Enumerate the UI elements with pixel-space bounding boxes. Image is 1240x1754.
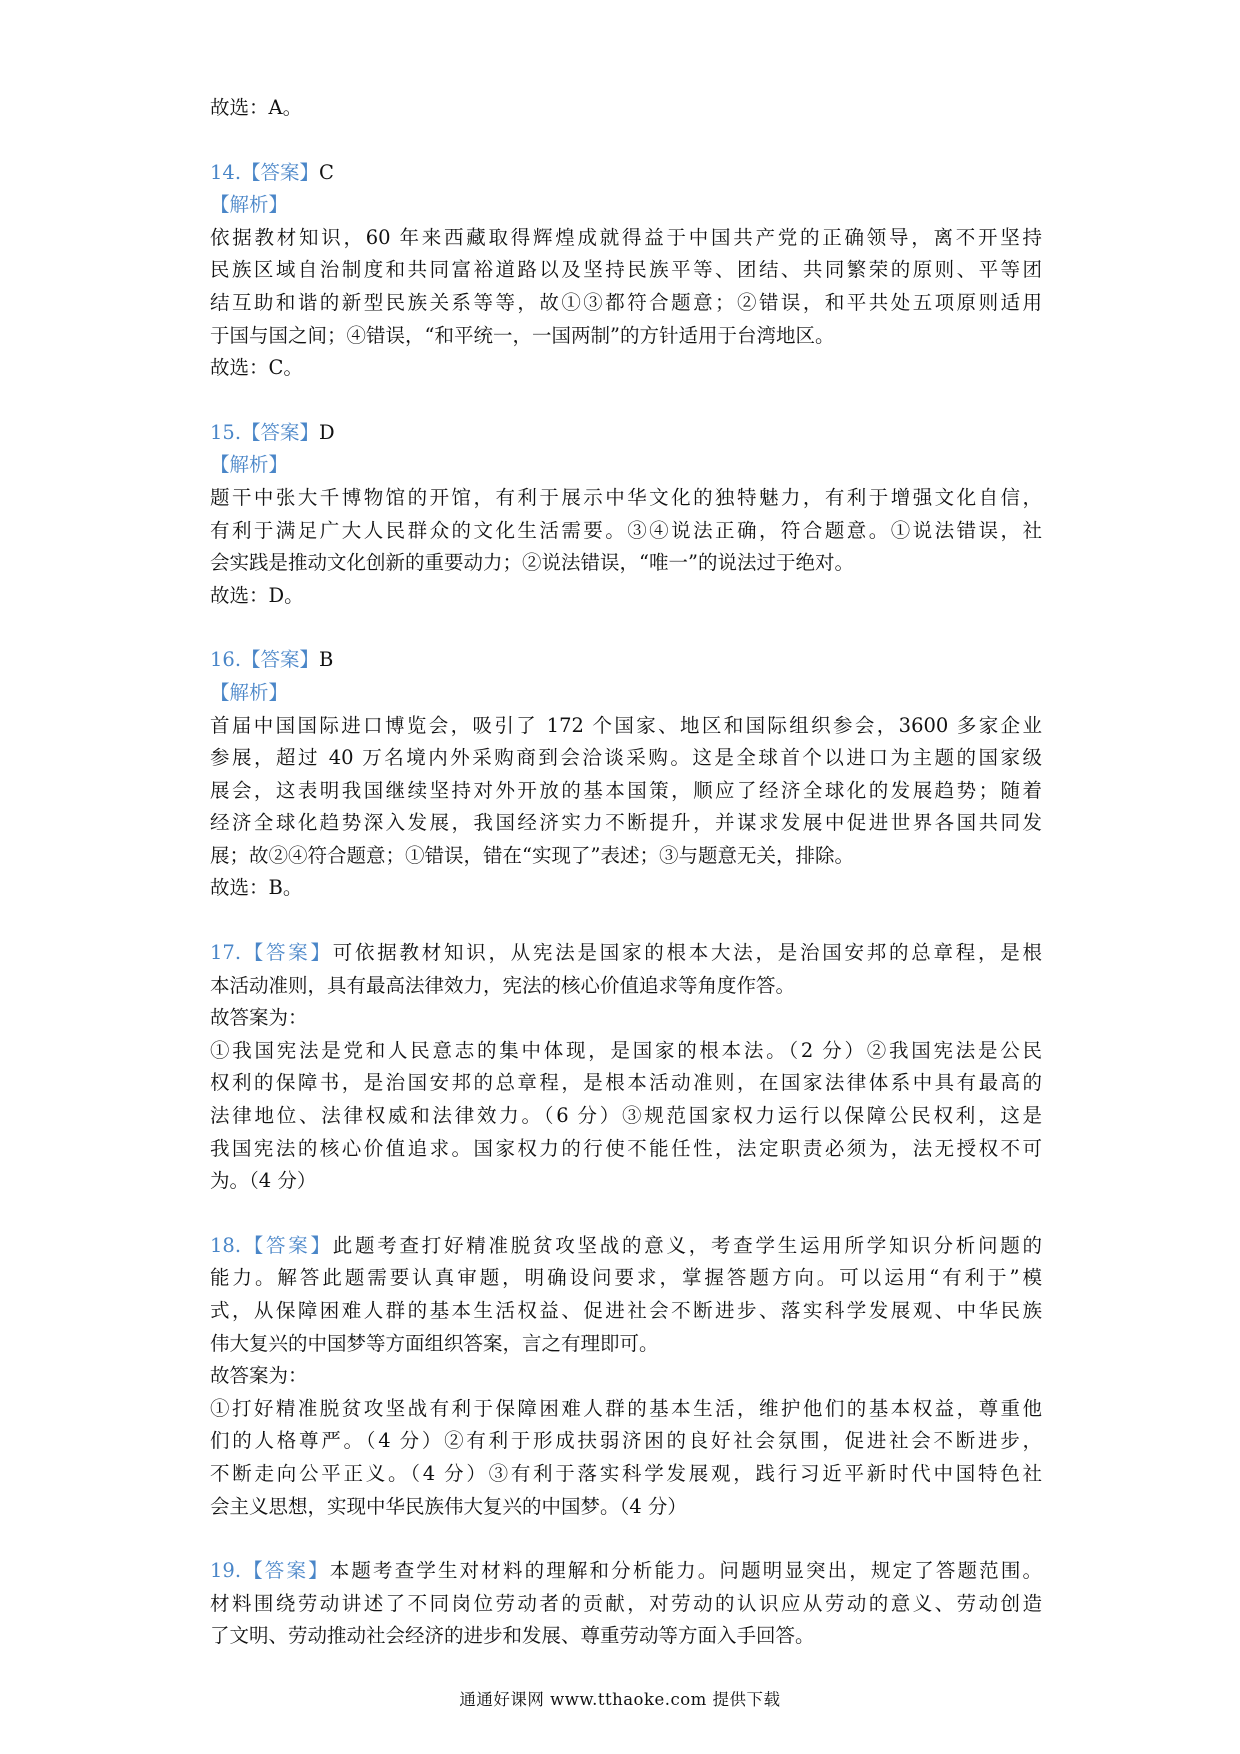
question-15-answer xyxy=(210,417,1042,450)
analysis-tag: 【解析】 xyxy=(210,193,289,217)
text-line: 式，从保障困难人群的基本生活权益、促进社会不断进步、落实科学发展观、中华民族 xyxy=(210,1299,1042,1322)
text-line: 故选：B。 xyxy=(210,876,303,900)
text-line: 参展，超过 40 万名境内外采购商到会洽谈采购。这是全球首个以进口为主题的国家级 xyxy=(210,746,1042,770)
text-line: 故答案为： xyxy=(210,1006,308,1030)
question-number: 17. xyxy=(210,941,242,965)
answer-letter: B xyxy=(319,648,334,672)
text-line: 本活动准则，具有最高法律效力，宪法的核心价值追求等角度作答。 xyxy=(210,973,796,997)
text-line: 会主义思想，实现中华民族伟大复兴的中国梦。（4 分） xyxy=(210,1494,687,1518)
question-number: 15. xyxy=(210,420,242,444)
text-line: 了文明、劳动推动社会经济的进步和发展、尊重劳动等方面入手回答。 xyxy=(210,1624,815,1648)
answer-tag: 【答案】 xyxy=(241,648,320,672)
question-17-answer xyxy=(210,937,1042,970)
text-line: 展会，这表明我国继续坚持对外开放的基本国策，顺应了经济全球化的发展趋势；随着 xyxy=(210,778,1042,802)
question-18-answer xyxy=(210,1230,1042,1263)
text-line: 不断走向公平正义。（4 分）③有利于落实科学发展观，践行习近平新时代中国特色社 xyxy=(210,1461,1042,1485)
answer-letter: D xyxy=(319,420,335,444)
text-line: 首届中国国际进口博览会，吸引了 172 个国家、地区和国际组织参会，3600 多家企业 xyxy=(210,713,1042,737)
answer-tag: 【答案】 xyxy=(241,160,320,184)
text-line: 故选：C。 xyxy=(210,356,303,380)
answer-text: 可依据教材知识，从宪法是国家的根本大法，是治国安邦的总章程，是根 xyxy=(332,941,1042,965)
question-16-answer xyxy=(210,644,1042,677)
text-line: ①打好精准脱贫攻坚战有利于保障困难人群的基本生活，维护他们的基本权益，尊重他 xyxy=(210,1396,1042,1420)
text-line: 故选：D。 xyxy=(210,583,304,607)
text-line: 伟大复兴的中国梦等方面组织答案，言之有理即可。 xyxy=(210,1331,659,1355)
analysis-tag: 【解析】 xyxy=(210,453,289,477)
text-line: 故选：A。 xyxy=(210,96,303,119)
text-line: 为。（4 分） xyxy=(210,1169,317,1193)
question-number: 18. xyxy=(210,1233,242,1257)
text-line: 展；故②④符合题意；①错误，错在“实现了”表述；③与题意无关，排除。 xyxy=(210,843,854,867)
answer-tag: 【答案】 xyxy=(241,941,333,965)
answer-letter: C xyxy=(319,160,334,184)
text-line: 有利于满足广大人民群众的文化生活需要。③④说法正确，符合题意。①说法错误，社 xyxy=(210,518,1042,542)
text-line: 经济全球化趋势深入发展，我国经济实力不断提升，并谋求发展中促进世界各国共同发 xyxy=(210,811,1042,835)
answer-content xyxy=(210,92,1042,1653)
question-number: 19. xyxy=(210,1559,242,1583)
answer-tag: 【答案】 xyxy=(241,420,320,444)
text-line: 依据教材知识，60 年来西藏取得辉煌成就得益于中国共产党的正确领导，离不开坚持 xyxy=(210,225,1042,249)
question-number: 16. xyxy=(210,648,242,672)
text-line: 民族区域自治制度和共同富裕道路以及坚持民族平等、团结、共同繁荣的原则、平等团 xyxy=(210,258,1042,282)
text-line: 我国宪法的核心价值追求。国家权力的行使不能任性，法定职责必须为，法无授权不可 xyxy=(210,1136,1042,1160)
question-19-answer xyxy=(210,1555,1042,1588)
text-line: 材料围绕劳动讲述了不同岗位劳动者的贡献，对劳动的认识应从劳动的意义、劳动创造 xyxy=(210,1591,1042,1615)
answer-text: 本题考查学生对材料的理解和分析能力。问题明显突出，规定了答题范围。 xyxy=(329,1559,1042,1583)
page-footer: 通通好课网 www.tthaoke.com 提供下载 xyxy=(459,1690,781,1709)
text-line: 故答案为： xyxy=(210,1364,308,1388)
question-number: 14. xyxy=(210,160,242,184)
text-line: 会实践是推动文化创新的重要动力；②说法错误，“唯一”的说法过于绝对。 xyxy=(210,551,854,575)
text-line: 法律地位、法律权威和法律效力。（6 分）③规范国家权力运行以保障公民权利，这是 xyxy=(210,1104,1042,1128)
text-line: 题干中张大千博物馆的开馆，有利于展示中华文化的独特魅力，有利于增强文化自信， xyxy=(210,485,1042,509)
answer-tag: 【答案】 xyxy=(241,1233,333,1257)
text-line: 能力。解答此题需要认真审题，明确设问要求，掌握答题方向。可以运用“有利于”模 xyxy=(210,1266,1042,1290)
question-14-answer xyxy=(210,157,1042,190)
text-line: 于国与国之间；④错误，“和平统一，一国两制”的方针适用于台湾地区。 xyxy=(210,323,835,347)
answer-text: 此题考查打好精准脱贫攻坚战的意义，考查学生运用所学知识分析问题的 xyxy=(332,1233,1042,1257)
text-line: 结互助和谐的新型民族关系等等，故①③都符合题意；②错误，和平共处五项原则适用 xyxy=(210,290,1042,314)
text-line: ①我国宪法是党和人民意志的集中体现，是国家的根本法。（2 分）②我国宪法是公民 xyxy=(210,1038,1042,1062)
text-line: 们的人格尊严。（4 分）②有利于形成扶弱济困的良好社会氛围，促进社会不断进步， xyxy=(210,1429,1042,1453)
analysis-tag: 【解析】 xyxy=(210,680,289,704)
answer-tag: 【答案】 xyxy=(241,1559,330,1583)
text-line: 权利的保障书，是治国安邦的总章程，是根本活动准则，在国家法律体系中具有最高的 xyxy=(210,1071,1042,1095)
